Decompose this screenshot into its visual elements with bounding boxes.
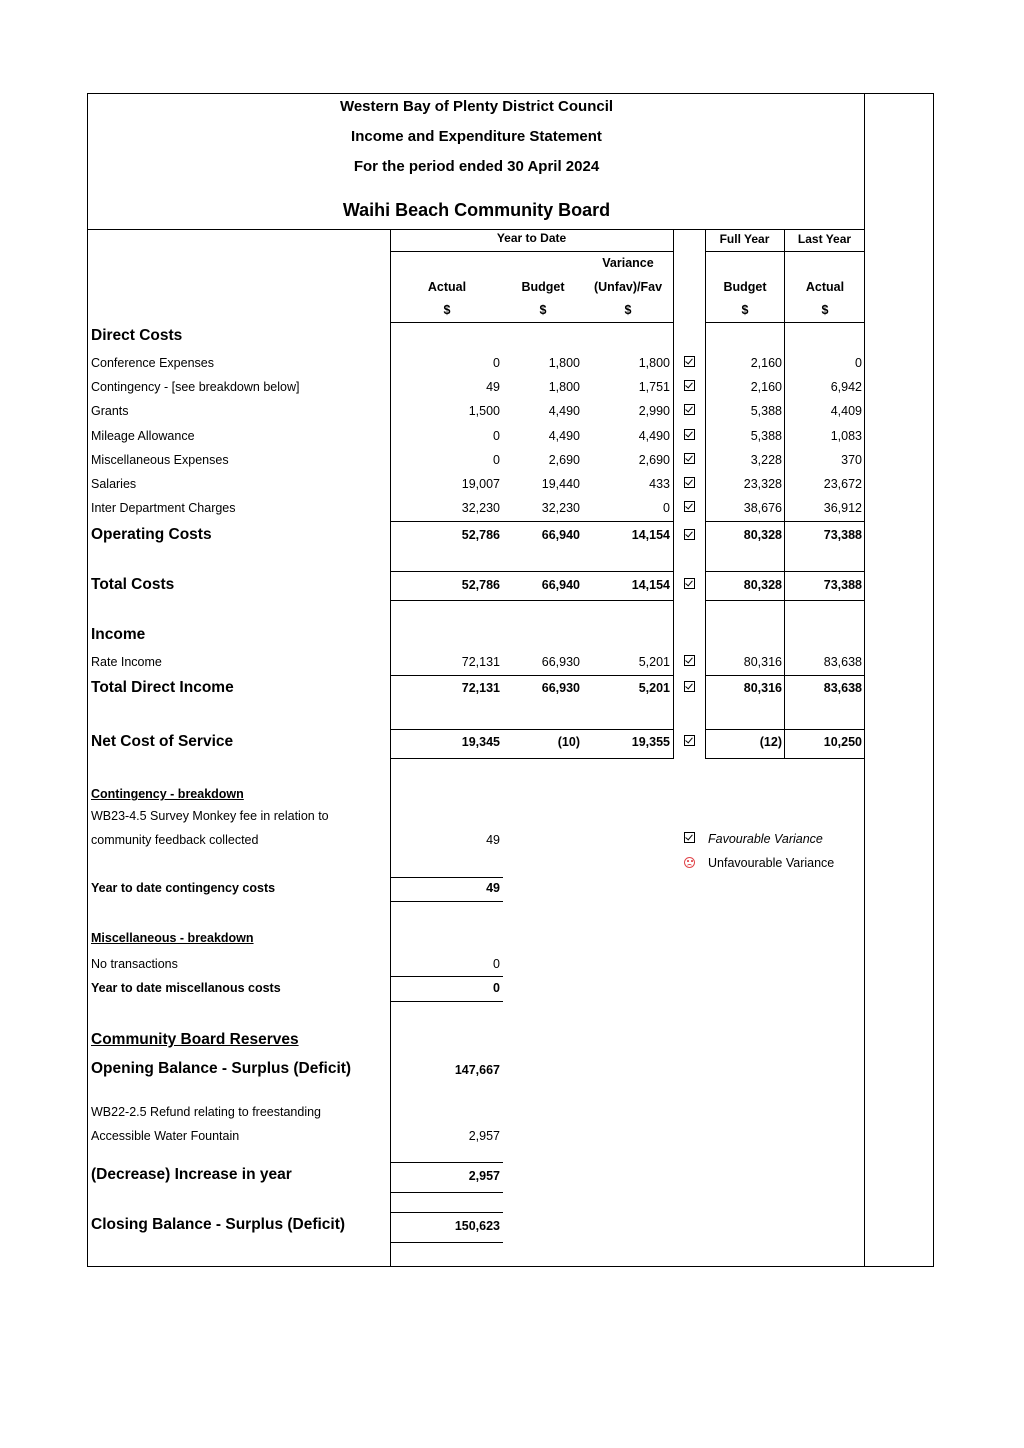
- cell-ly-actual: 10,250: [823, 735, 862, 749]
- contingency-title: Contingency - breakdown: [91, 787, 244, 801]
- cell-variance: 14,154: [631, 528, 670, 542]
- row-label: Rate Income: [91, 655, 162, 669]
- row-label: Total Costs: [91, 576, 175, 593]
- cell-actual: 32,230: [461, 501, 500, 515]
- board-name: Waihi Beach Community Board: [342, 200, 611, 220]
- col-currency: $: [821, 303, 829, 317]
- col-actual: Actual: [427, 280, 467, 294]
- unfavourable-frown-icon: [684, 857, 695, 868]
- cell-fy-budget: 80,328: [743, 578, 782, 592]
- cell-fy-budget: 2,160: [750, 380, 782, 394]
- cell-budget: (10): [557, 735, 580, 749]
- cell-actual: 49: [486, 380, 500, 394]
- favourable-check-icon: [684, 404, 695, 415]
- favourable-check-icon: [684, 477, 695, 488]
- cell-actual: 0: [493, 356, 500, 370]
- cell-variance: 19,355: [631, 735, 670, 749]
- favourable-check-icon: [684, 501, 695, 512]
- cell-fy-budget: 80,316: [743, 655, 782, 669]
- favourable-check-icon: [684, 453, 695, 464]
- change-in-year-value: 2,957: [468, 1169, 500, 1183]
- cell-actual: 1,500: [468, 404, 500, 418]
- statement-period: For the period ended 30 April 2024: [353, 158, 600, 175]
- misc-item-value: 0: [493, 957, 500, 971]
- cell-fy-budget: 5,388: [750, 404, 782, 418]
- closing-balance-value: 150,623: [454, 1219, 500, 1233]
- cell-fy-budget: 38,676: [743, 501, 782, 515]
- cell-actual: 72,131: [461, 655, 500, 669]
- cell-variance: 5,201: [638, 681, 670, 695]
- closing-balance-label: Closing Balance - Surplus (Deficit): [91, 1216, 346, 1233]
- cell-budget: 32,230: [541, 501, 580, 515]
- cell-fy-budget: 80,328: [743, 528, 782, 542]
- cell-ly-actual: 4,409: [830, 404, 862, 418]
- favourable-check-icon: [684, 681, 695, 692]
- cell-ly-actual: 0: [855, 356, 862, 370]
- row-label: Mileage Allowance: [91, 429, 195, 443]
- opening-balance-value: 147,667: [454, 1063, 500, 1077]
- contingency-item-line1: WB23-4.5 Survey Monkey fee in relation to: [91, 809, 329, 823]
- contingency-total-value: 49: [486, 881, 500, 895]
- favourable-check-icon: [684, 832, 695, 843]
- cell-variance: 14,154: [631, 578, 670, 592]
- reserves-title: Community Board Reserves: [91, 1031, 299, 1048]
- row-label: Total Direct Income: [91, 679, 234, 696]
- cell-variance: 1,800: [638, 356, 670, 370]
- cell-variance: 2,990: [638, 404, 670, 418]
- cell-ly-actual: 83,638: [823, 681, 862, 695]
- favourable-check-icon: [684, 380, 695, 391]
- col-currency: $: [539, 303, 547, 317]
- refund-line2: Accessible Water Fountain: [91, 1129, 240, 1143]
- cell-budget: 1,800: [548, 380, 580, 394]
- col-group-ytd: Year to Date: [496, 231, 567, 245]
- change-in-year-label: (Decrease) Increase in year: [91, 1166, 292, 1183]
- opening-balance-label: Opening Balance - Surplus (Deficit): [91, 1060, 352, 1077]
- row-label: Conference Expenses: [91, 356, 214, 370]
- cell-budget: 1,800: [548, 356, 580, 370]
- cell-variance: 4,490: [638, 429, 670, 443]
- cell-ly-actual: 73,388: [823, 578, 862, 592]
- row-label: Inter Department Charges: [91, 501, 236, 515]
- col-budget: Budget: [521, 280, 565, 294]
- row-label: Miscellaneous Expenses: [91, 453, 229, 467]
- cell-variance: 5,201: [638, 655, 670, 669]
- cell-fy-budget: (12): [759, 735, 782, 749]
- cell-budget: 4,490: [548, 404, 580, 418]
- col-variance-line2: (Unfav)/Fav: [593, 280, 663, 294]
- cell-actual: 0: [493, 453, 500, 467]
- cell-budget: 2,690: [548, 453, 580, 467]
- refund-line1: WB22-2.5 Refund relating to freestanding: [91, 1105, 321, 1119]
- col-currency: $: [624, 303, 632, 317]
- cell-ly-actual: 36,912: [823, 501, 862, 515]
- row-label: Grants: [91, 404, 129, 418]
- cell-budget: 4,490: [548, 429, 580, 443]
- section-direct-costs: Direct Costs: [91, 327, 183, 344]
- cell-actual: 0: [493, 429, 500, 443]
- cell-fy-budget: 23,328: [743, 477, 782, 491]
- row-label: Net Cost of Service: [91, 733, 234, 750]
- row-label: Operating Costs: [91, 526, 212, 543]
- favourable-check-icon: [684, 356, 695, 367]
- cell-actual: 19,345: [461, 735, 500, 749]
- col-group-last-year: Last Year: [797, 232, 852, 246]
- misc-total-label: Year to date miscellanous costs: [91, 981, 281, 995]
- col-fy-budget: Budget: [723, 280, 767, 294]
- misc-title: Miscellaneous - breakdown: [91, 931, 254, 945]
- row-label: Contingency - [see breakdown below]: [91, 380, 300, 394]
- legend-favourable: Favourable Variance: [708, 832, 823, 846]
- cell-variance: 0: [663, 501, 670, 515]
- cell-variance: 433: [649, 477, 670, 491]
- col-group-full-year: Full Year: [719, 232, 770, 246]
- cell-fy-budget: 80,316: [743, 681, 782, 695]
- col-variance-line1: Variance: [602, 256, 654, 270]
- cell-variance: 2,690: [638, 453, 670, 467]
- favourable-check-icon: [684, 735, 695, 746]
- cell-ly-actual: 73,388: [823, 528, 862, 542]
- row-label: Salaries: [91, 477, 137, 491]
- col-ly-actual: Actual: [805, 280, 845, 294]
- cell-fy-budget: 3,228: [750, 453, 782, 467]
- favourable-check-icon: [684, 429, 695, 440]
- contingency-total-label: Year to date contingency costs: [91, 881, 276, 895]
- cell-variance: 1,751: [638, 380, 670, 394]
- cell-actual: 19,007: [461, 477, 500, 491]
- cell-budget: 19,440: [541, 477, 580, 491]
- cell-ly-actual: 1,083: [830, 429, 862, 443]
- cell-budget: 66,930: [541, 681, 580, 695]
- misc-item: No transactions: [91, 957, 178, 971]
- cell-actual: 72,131: [461, 681, 500, 695]
- favourable-check-icon: [684, 529, 695, 540]
- favourable-check-icon: [684, 655, 695, 666]
- cell-ly-actual: 6,942: [830, 380, 862, 394]
- cell-budget: 66,940: [541, 528, 580, 542]
- contingency-item-line2: community feedback collected: [91, 833, 259, 847]
- council-name: Western Bay of Plenty District Council: [339, 98, 614, 115]
- col-currency: $: [443, 303, 451, 317]
- cell-budget: 66,940: [541, 578, 580, 592]
- cell-ly-actual: 23,672: [823, 477, 862, 491]
- cell-fy-budget: 5,388: [750, 429, 782, 443]
- section-income: Income: [91, 626, 146, 643]
- contingency-item-value: 49: [486, 833, 500, 847]
- cell-fy-budget: 2,160: [750, 356, 782, 370]
- col-currency: $: [741, 303, 749, 317]
- cell-actual: 52,786: [461, 528, 500, 542]
- cell-ly-actual: 370: [841, 453, 862, 467]
- refund-value: 2,957: [468, 1129, 500, 1143]
- statement-title: Income and Expenditure Statement: [351, 128, 602, 145]
- cell-budget: 66,930: [541, 655, 580, 669]
- misc-total-value: 0: [493, 981, 500, 995]
- legend-unfavourable: Unfavourable Variance: [708, 856, 835, 870]
- cell-ly-actual: 83,638: [823, 655, 862, 669]
- favourable-check-icon: [684, 578, 695, 589]
- cell-actual: 52,786: [461, 578, 500, 592]
